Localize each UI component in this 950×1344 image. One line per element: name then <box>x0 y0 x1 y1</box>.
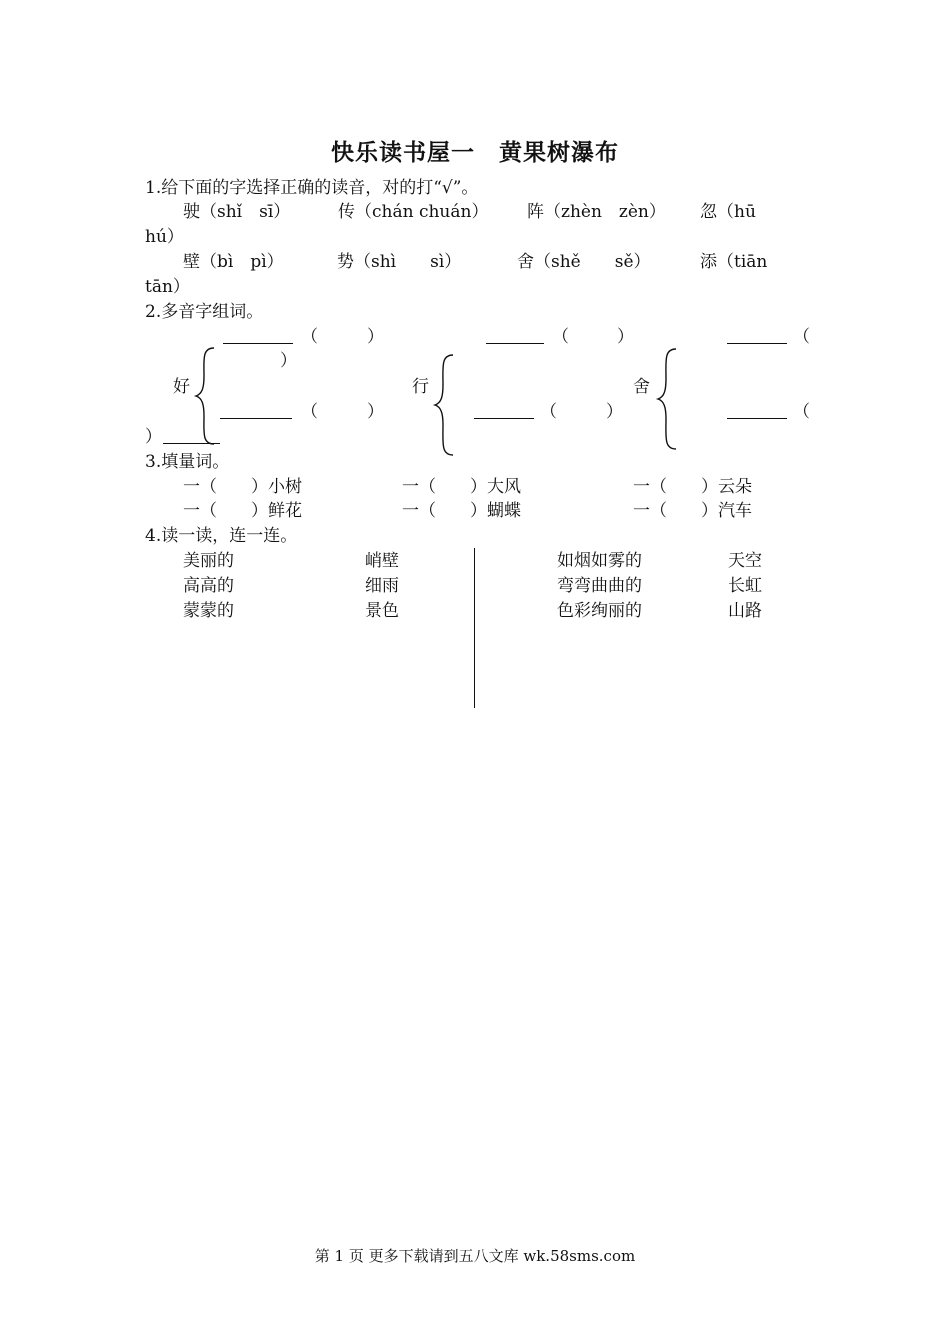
paren-close: ） <box>280 351 297 371</box>
q1-item: 添（tiān <box>700 252 768 272</box>
paren-open: （ <box>540 402 557 422</box>
answer-blank[interactable] <box>486 343 544 344</box>
measure-word-item: 一（ ）大风 <box>402 477 521 497</box>
q4-heading: 4.读一读，连一连。 <box>145 526 298 546</box>
paren-close: ） <box>145 427 162 447</box>
answer-blank[interactable] <box>727 418 787 419</box>
match-word[interactable]: 如烟如雾的 <box>557 551 642 571</box>
polyphone-char: 行 <box>412 377 429 397</box>
measure-word-item: 一（ ）鲜花 <box>183 501 302 521</box>
match-word[interactable]: 细雨 <box>365 576 399 596</box>
q1-item-wrap: hú） <box>145 227 184 247</box>
paren-close: ） <box>367 327 384 347</box>
answer-blank[interactable] <box>727 343 787 344</box>
answer-blank[interactable] <box>474 418 534 419</box>
q1-item: 舍（shě sě） <box>517 252 651 272</box>
q1-item: 驶（shǐ sī） <box>183 202 291 222</box>
q1-heading: 1.给下面的字选择正确的读音，对的打“√”。 <box>145 178 479 198</box>
left-brace-icon <box>194 346 218 446</box>
match-word[interactable]: 景色 <box>365 601 399 621</box>
q1-item: 忽（hū <box>700 202 756 222</box>
answer-blank[interactable] <box>163 443 220 444</box>
paren-close: ） <box>606 402 623 422</box>
q1-item: 传（chán chuán） <box>338 202 489 222</box>
column-divider <box>474 548 475 708</box>
paren-close: ） <box>617 327 634 347</box>
measure-word-item: 一（ ）云朵 <box>633 477 752 497</box>
q1-item-wrap: tān） <box>145 277 190 297</box>
q1-item: 势（shì sì） <box>337 252 462 272</box>
match-word[interactable]: 弯弯曲曲的 <box>557 576 642 596</box>
match-word[interactable]: 蒙蒙的 <box>183 601 234 621</box>
answer-blank[interactable] <box>220 418 292 419</box>
paren-close: ） <box>367 402 384 422</box>
match-word[interactable]: 美丽的 <box>183 551 234 571</box>
q1-item: 壁（bì pì） <box>183 252 284 272</box>
q3-heading: 3.填量词。 <box>145 452 230 472</box>
paren-open: （ <box>793 327 810 347</box>
page-footer: 第 1 页 更多下载请到五八文库 wk.58sms.com <box>314 1247 636 1265</box>
paren-open: （ <box>793 402 810 422</box>
q1-item: 阵（zhèn zèn） <box>527 202 666 222</box>
left-brace-icon <box>656 347 680 451</box>
paren-open: （ <box>301 402 318 422</box>
measure-word-item: 一（ ）蝴蝶 <box>402 501 521 521</box>
match-word[interactable]: 色彩绚丽的 <box>557 601 642 621</box>
polyphone-char: 舍 <box>633 377 650 397</box>
page-title: 快乐读书屋一 黄果树瀑布 <box>331 139 619 166</box>
match-word[interactable]: 天空 <box>728 551 762 571</box>
measure-word-item: 一（ ）小树 <box>183 477 302 497</box>
paren-open: （ <box>552 327 569 347</box>
left-brace-icon <box>433 353 457 457</box>
measure-word-item: 一（ ）汽车 <box>633 501 752 521</box>
paren-open: （ <box>301 327 318 347</box>
match-word[interactable]: 高高的 <box>183 576 234 596</box>
answer-blank[interactable] <box>223 343 293 344</box>
polyphone-char: 好 <box>173 377 190 397</box>
match-word[interactable]: 峭壁 <box>365 551 399 571</box>
match-word[interactable]: 长虹 <box>728 576 762 596</box>
match-word[interactable]: 山路 <box>728 601 762 621</box>
q2-heading: 2.多音字组词。 <box>145 302 264 322</box>
